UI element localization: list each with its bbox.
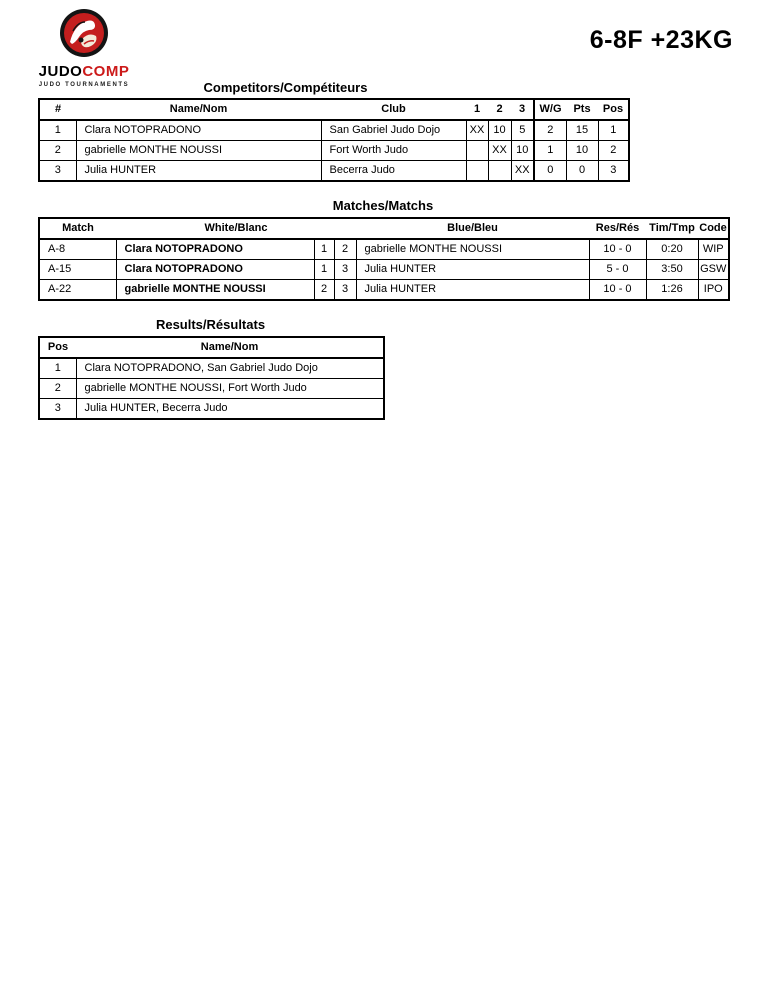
col-header-number: #	[39, 99, 76, 120]
wins-count: 0	[534, 161, 566, 182]
competitor-club: San Gabriel Judo Dojo	[321, 120, 466, 141]
points: 0	[566, 161, 598, 182]
blue-player-name: Julia HUNTER	[356, 260, 589, 280]
round1-score	[466, 141, 488, 161]
col-header-wg: W/G	[534, 99, 566, 120]
match-time: 3:50	[646, 260, 698, 280]
round2-score: XX	[488, 141, 511, 161]
match-result: 10 - 0	[589, 280, 646, 301]
match-result: 5 - 0	[589, 260, 646, 280]
result-position: 2	[39, 379, 76, 399]
competitor-number: 3	[39, 161, 76, 182]
round2-score: 10	[488, 120, 511, 141]
white-player-name: gabrielle MONTHE NOUSSI	[116, 280, 314, 301]
matches-table	[38, 217, 730, 301]
category-title: 6-8F +23KG	[589, 26, 733, 54]
col-header-round3: 3	[511, 99, 534, 120]
match-time: 0:20	[646, 239, 698, 260]
result-row	[39, 358, 384, 379]
logo-subtitle: JUDO TOURNAMENTS	[38, 82, 130, 88]
blue-player-number: 3	[334, 260, 356, 280]
round1-score: XX	[466, 120, 488, 141]
wins-count: 1	[534, 141, 566, 161]
result-name: gabrielle MONTHE NOUSSI, Fort Worth Judo	[76, 379, 384, 399]
white-player-number: 2	[314, 280, 334, 301]
col-header-club: Club	[321, 99, 466, 120]
matches-header-row	[39, 218, 729, 239]
competitors-header-row	[39, 99, 629, 120]
round1-score	[466, 161, 488, 182]
match-code: GSW	[698, 260, 729, 280]
col-header-round1: 1	[466, 99, 488, 120]
results-table	[38, 336, 385, 420]
points: 10	[566, 141, 598, 161]
col-header-name: Name/Nom	[76, 99, 321, 120]
round3-score: 5	[511, 120, 534, 141]
competitors-title: Competitors/Compétiteurs	[203, 80, 368, 95]
match-id: A-15	[39, 260, 116, 280]
competitor-club: Fort Worth Judo	[321, 141, 466, 161]
result-name: Clara NOTOPRADONO, San Gabriel Judo Dojo	[76, 358, 384, 379]
match-time: 1:26	[646, 280, 698, 301]
match-row	[39, 280, 729, 301]
col-header-result: Res/Rés	[589, 218, 646, 239]
competitor-number: 2	[39, 141, 76, 161]
competitor-name: gabrielle MONTHE NOUSSI	[76, 141, 321, 161]
match-result: 10 - 0	[589, 239, 646, 260]
col-header-blue: Blue/Bleu	[356, 218, 589, 239]
competitor-number: 1	[39, 120, 76, 141]
white-player-name: Clara NOTOPRADONO	[116, 239, 314, 260]
round3-score: XX	[511, 161, 534, 182]
result-row	[39, 399, 384, 420]
result-position: 1	[39, 358, 76, 379]
col-header-pos: Pos	[39, 337, 76, 358]
competitor-name: Clara NOTOPRADONO	[76, 120, 321, 141]
competitor-row	[39, 141, 629, 161]
blue-player-name: Julia HUNTER	[356, 280, 589, 301]
col-header-name: Name/Nom	[76, 337, 384, 358]
position: 1	[598, 120, 629, 141]
competitor-name: Julia HUNTER	[76, 161, 321, 182]
white-player-name: Clara NOTOPRADONO	[116, 260, 314, 280]
round2-score	[488, 161, 511, 182]
wordmark-comp: COMP	[82, 63, 130, 80]
position: 2	[598, 141, 629, 161]
blue-player-name: gabrielle MONTHE NOUSSI	[356, 239, 589, 260]
points: 15	[566, 120, 598, 141]
match-id: A-22	[39, 280, 116, 301]
col-header-pos: Pos	[598, 99, 629, 120]
col-header-match: Match	[39, 218, 116, 239]
col-header-time: Tim/Tmp	[646, 218, 698, 239]
round3-score: 10	[511, 141, 534, 161]
blue-player-number: 3	[334, 280, 356, 301]
results-header-row	[39, 337, 384, 358]
match-id: A-8	[39, 239, 116, 260]
matches-title: Matches/Matchs	[332, 198, 434, 213]
col-header-white: White/Blanc	[116, 218, 356, 239]
judocomp-wordmark	[38, 64, 130, 79]
competitor-row	[39, 161, 629, 182]
result-row	[39, 379, 384, 399]
col-header-code: Code	[698, 218, 729, 239]
results-title: Results/Résultats	[155, 317, 266, 332]
col-header-pts: Pts	[566, 99, 598, 120]
white-player-number: 1	[314, 260, 334, 280]
match-row	[39, 239, 729, 260]
match-row	[39, 260, 729, 280]
blue-player-number: 2	[334, 239, 356, 260]
col-header-round2: 2	[488, 99, 511, 120]
competitor-row	[39, 120, 629, 141]
match-code: WIP	[698, 239, 729, 260]
match-code: IPO	[698, 280, 729, 301]
competitors-table	[38, 98, 630, 182]
competitor-club: Becerra Judo	[321, 161, 466, 182]
white-player-number: 1	[314, 239, 334, 260]
wins-count: 2	[534, 120, 566, 141]
result-name: Julia HUNTER, Becerra Judo	[76, 399, 384, 420]
result-position: 3	[39, 399, 76, 420]
wordmark-judo: JUDO	[38, 63, 83, 80]
position: 3	[598, 161, 629, 182]
